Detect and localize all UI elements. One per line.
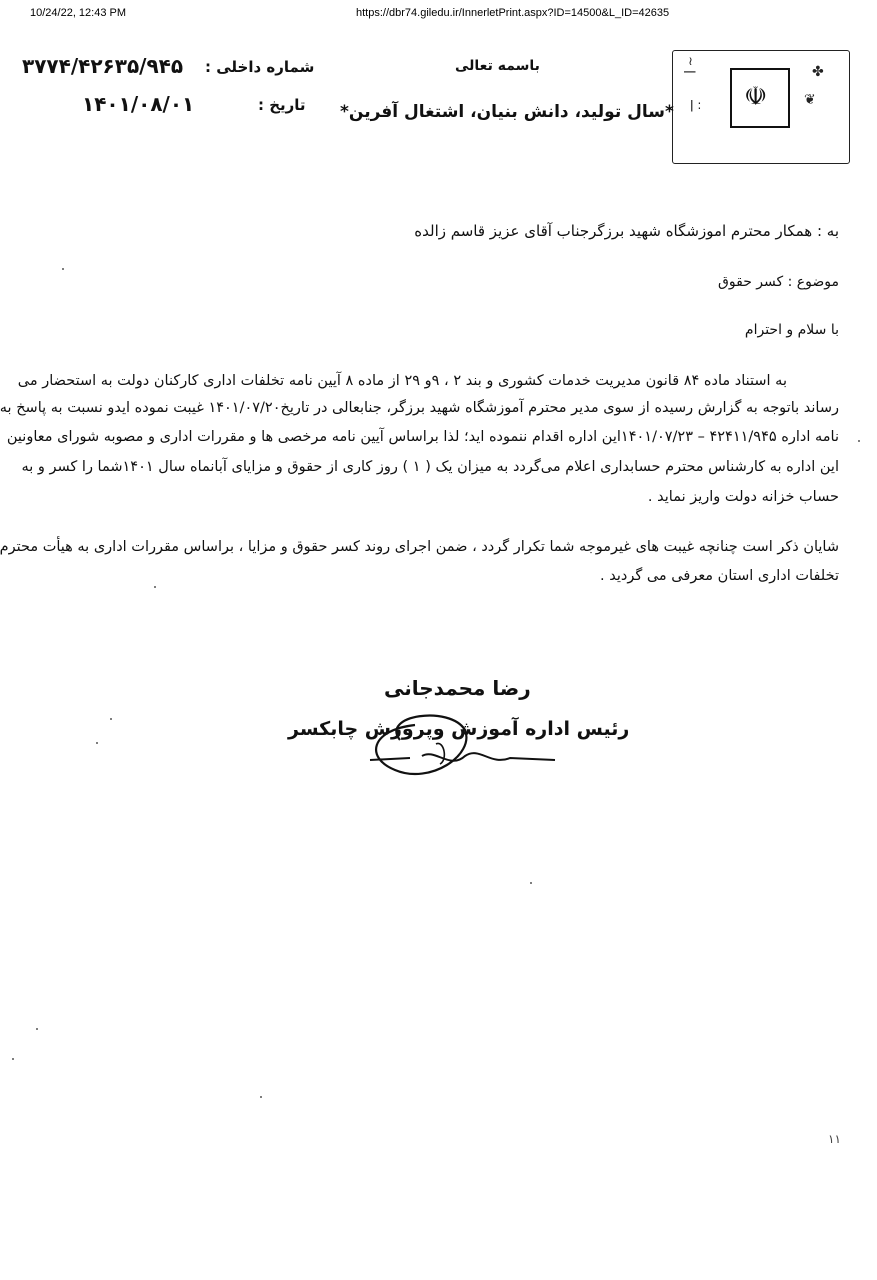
scan-speck: [62, 268, 64, 270]
logo-calligraphy-icon: ✤: [812, 64, 824, 80]
paragraph-2-line-2: تخلفات اداری استان معرفی می گردید .: [600, 568, 839, 584]
paragraph-1-line-3: نامه اداره ۴۲۴۱۱/۹۴۵ – ۱۴۰۱/۰۷/۲۳این اداره اقدام ننموده اید؛ لذا براساس آیین نامه مرخصی ها و مقررات اداری و مصوبه شورای معاونین: [6, 429, 839, 445]
logo-calligraphy-2-icon: ❦: [804, 92, 816, 108]
paragraph-2-line-1: شایان ذکر است چنانچه غیبت های غیرموجه شما تکرار گردد ، ضمن اجرای روند کسر حقوق و مزایا ، براساس مقررات اداری به هیأت محترم: [0, 539, 839, 555]
print-url: https://dbr74.giledu.ir/InnerletPrint.aspx?ID=14500&L_ID=42635: [356, 7, 670, 19]
scan-speck: [260, 1096, 262, 1098]
recipient-line: به : همکار محترم اموزشگاه شهید برزگرجناب آقای عزیز قاسم زالده: [414, 222, 839, 240]
scan-speck: [96, 742, 98, 744]
scan-speck: [154, 586, 156, 588]
logo-scribble-1-icon: ~ ǀ: [683, 56, 698, 74]
scan-speck: [12, 1058, 14, 1060]
scan-speck: [530, 882, 532, 884]
paragraph-1-line-4: این اداره به کارشناس محترم حسابداری اعلام می‌گردد به میزان یک ( ۱ ) روز کاری از حقوق و مزایای آبانماه سال ۱۴۰۱شما را کسر و به: [21, 459, 839, 475]
date-value: ۱۴۰۱/۰۸/۰۱: [82, 92, 195, 116]
subject-line: موضوع : کسر حقوق: [718, 274, 839, 290]
bismillah-heading: باسمه تعالی: [455, 58, 540, 74]
scan-speck: [36, 1028, 38, 1030]
scan-speck: [858, 440, 860, 442]
signer-name: رضا محمدجانی: [384, 676, 531, 700]
handwritten-signature: [340, 700, 580, 790]
paragraph-1-line-2: رساند باتوجه به گزارش رسیده از سوی مدیر محترم آموزشگاه شهید برزگر، جنابعالی در تاریخ۱۴۰۱/۰۷/۲۰ غیبت نموده ایدو نسبت به پاسخ به: [0, 400, 839, 416]
logo-scribble-2-icon: ǀ :: [690, 98, 702, 112]
internal-number-value: ۳۷۷۴/۴۲۶۳۵/۹۴۵: [22, 54, 184, 78]
signer-title: رئیس اداره آموزش وپرورش چابکسر: [288, 718, 630, 740]
year-slogan: *سال تولید، دانش بنیان، اشتغال آفرین*: [340, 102, 674, 122]
paragraph-1-line-1: به استناد ماده ۸۴ قانون مدیریت خدمات کشوری و بند ۲ ، ۹و ۲۹ از ماده ۸ آیین نامه تخلفات اداری کارکنان دولت به استحضار می: [17, 373, 787, 389]
iran-emblem-icon: ☫: [744, 82, 768, 112]
paragraph-1-line-5: حساب خزانه دولت واریز نماید .: [647, 489, 839, 505]
greeting-line: با سلام و احترام: [744, 322, 839, 338]
scan-speck: [110, 718, 112, 720]
date-label: تاریخ :: [258, 96, 306, 114]
print-datetime: 10/24/22, 12:43 PM: [30, 7, 127, 19]
page-mark: ۱۱: [828, 1132, 841, 1146]
internal-number-label: شماره داخلی :: [205, 58, 315, 76]
